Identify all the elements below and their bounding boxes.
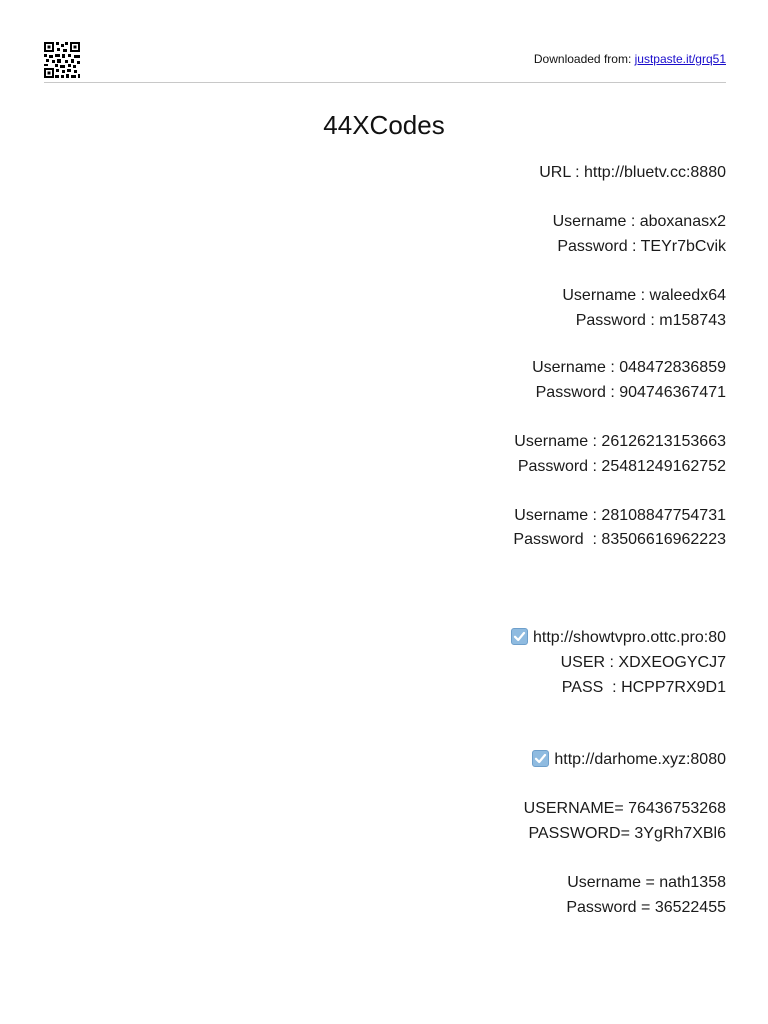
source-link[interactable]: justpaste.it/grq51 [634, 52, 726, 66]
username-line: Username : aboxanasx2 [552, 213, 726, 230]
check-mark-icon [511, 628, 528, 645]
page-title: 44XCodes [323, 110, 445, 140]
source-prefix: Downloaded from: [533, 52, 635, 66]
server-url: http://showtvpro.ottc.pro:80 [533, 629, 726, 646]
server-url-line [511, 628, 726, 648]
username-line: Username : 26126213153663 [514, 433, 726, 450]
url-line: URL : http://bluetv.cc:8880 [539, 164, 726, 181]
password-line: Password = 36522455 [566, 899, 726, 916]
page-header [44, 42, 726, 83]
username-line: USERNAME= 76436753268 [523, 800, 726, 817]
username-line: Username : waleedx64 [562, 287, 726, 304]
pass-line: PASS : HCPP7RX9D1 [561, 679, 726, 696]
password-line: Password : TEYr7bCvik [557, 238, 726, 255]
password-line: Password : 83506616962223 [513, 531, 726, 548]
server-url-line [532, 750, 726, 770]
server-url: http://darhome.xyz:8080 [554, 751, 726, 768]
username-line: Username : 048472836859 [532, 359, 726, 376]
password-line: Password : 25481249162752 [517, 458, 726, 475]
username-line: Username = nath1358 [567, 874, 726, 891]
download-source [534, 52, 726, 66]
check-mark-icon [532, 750, 549, 767]
username-line: Username : 28108847754731 [514, 507, 726, 524]
qr-code-icon [44, 42, 80, 78]
password-line: PASSWORD= 3YgRh7XBl6 [528, 825, 726, 842]
password-line: Password : m158743 [575, 312, 726, 329]
user-line: USER : XDXEOGYCJ7 [560, 654, 726, 671]
password-line: Password : 904746367471 [535, 384, 726, 401]
